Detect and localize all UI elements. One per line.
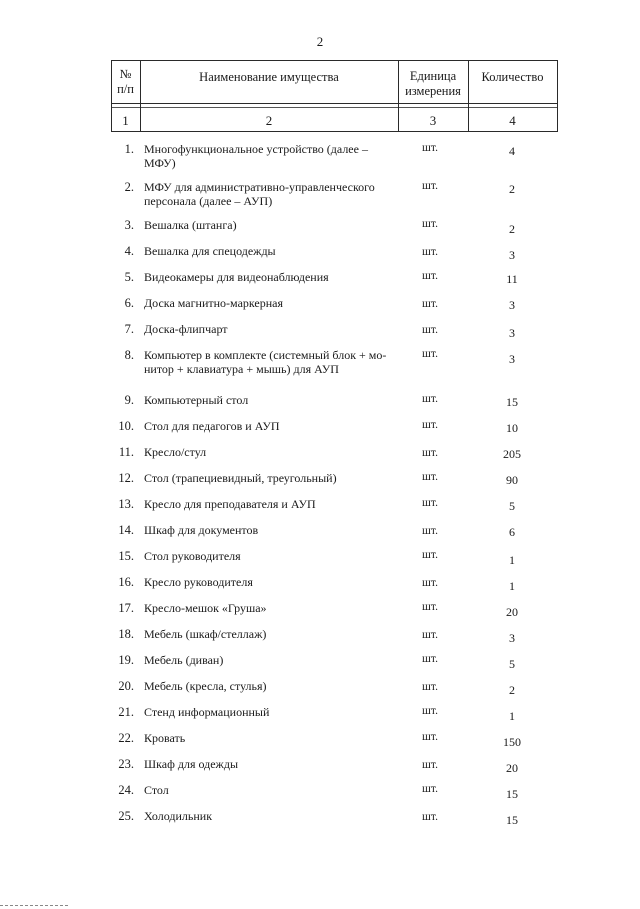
row-name xyxy=(144,296,396,310)
row-name-line: Кресло/стул xyxy=(144,445,207,459)
row-unit: шт. xyxy=(422,759,438,771)
row-name xyxy=(144,322,396,336)
row-name xyxy=(144,731,396,745)
row-name xyxy=(144,445,396,459)
row-name xyxy=(144,549,396,563)
row-name-line: Стол для педагогов и АУП xyxy=(144,419,280,433)
row-quantity: 3 xyxy=(509,631,515,645)
row-number: 20. xyxy=(118,679,134,693)
row-name-line: Стол (трапециевидный, треугольный) xyxy=(144,471,337,485)
row-name-line: Кровать xyxy=(144,731,186,745)
row-name-line: МФУ для административно-управленческого xyxy=(144,180,375,194)
row-name-line: Стол руководителя xyxy=(144,549,241,563)
row-number: 15. xyxy=(118,549,134,563)
row-quantity: 1 xyxy=(509,579,515,593)
row-quantity: 3 xyxy=(509,326,515,340)
row-quantity: 15 xyxy=(506,787,518,801)
row-number: 10. xyxy=(118,419,134,433)
row-number: 21. xyxy=(118,705,134,719)
row-unit: шт. xyxy=(422,681,438,693)
row-name xyxy=(144,757,396,771)
row-quantity: 5 xyxy=(509,499,515,513)
row-unit: шт. xyxy=(422,525,438,537)
row-number: 12. xyxy=(118,471,134,485)
row-name-line: Шкаф для одежды xyxy=(144,757,239,771)
header-col-num xyxy=(111,67,140,97)
header-col-name-text: Наименование имущества xyxy=(199,70,339,84)
row-number: 17. xyxy=(118,601,134,615)
row-name-line: Компьютерный стол xyxy=(144,393,249,407)
row-unit: шт. xyxy=(422,601,438,613)
header-col-unit-line2: измерения xyxy=(405,84,461,98)
header-right-border xyxy=(557,60,558,132)
row-quantity: 3 xyxy=(509,352,515,366)
column-number-2: 2 xyxy=(265,113,273,128)
header-col-qty-text: Количество xyxy=(481,70,544,84)
row-name-line: Видеокамеры для видеонаблюдения xyxy=(144,270,329,284)
row-name xyxy=(144,575,396,589)
row-quantity: 1 xyxy=(509,553,515,567)
row-quantity: 11 xyxy=(506,272,518,286)
row-quantity: 90 xyxy=(506,473,518,487)
row-name xyxy=(144,180,396,208)
row-number: 1. xyxy=(124,142,134,156)
row-name-line: Кресло для преподавателя и АУП xyxy=(144,497,316,511)
row-name xyxy=(144,809,396,823)
row-number: 4. xyxy=(124,244,134,258)
row-unit: шт. xyxy=(422,783,438,795)
row-unit: шт. xyxy=(422,497,438,509)
row-unit: шт. xyxy=(422,811,438,823)
row-number: 24. xyxy=(118,783,134,797)
row-name xyxy=(144,497,396,511)
page-number: 2 xyxy=(316,34,324,49)
row-quantity: 6 xyxy=(509,525,515,539)
row-name xyxy=(144,393,396,407)
header-col-qty xyxy=(468,70,557,85)
row-number: 5. xyxy=(124,270,134,284)
header-mid-border-2 xyxy=(111,107,558,108)
row-number: 16. xyxy=(118,575,134,589)
row-unit: шт. xyxy=(422,419,438,431)
row-name xyxy=(144,270,396,284)
row-name xyxy=(144,783,396,797)
row-number: 11. xyxy=(118,445,134,459)
row-name-line: Компьютер в комплекте (системный блок + мо- xyxy=(144,348,387,362)
row-unit: шт. xyxy=(422,549,438,561)
row-name-line: персонала (далее – АУП) xyxy=(144,194,273,208)
row-unit: шт. xyxy=(422,180,438,192)
row-name xyxy=(144,627,396,641)
row-quantity: 15 xyxy=(506,813,518,827)
row-quantity: 205 xyxy=(503,447,521,461)
header-col-num-line2: п/п xyxy=(117,82,134,96)
row-name-line: нитор + клавиатура + мышь) для АУП xyxy=(144,362,339,376)
row-name xyxy=(144,653,396,667)
row-unit: шт. xyxy=(422,731,438,743)
column-number-1: 1 xyxy=(122,113,129,128)
header-col-unit-line1: Единица xyxy=(409,69,457,83)
row-unit: шт. xyxy=(422,246,438,258)
row-name-line: Стол xyxy=(144,783,169,797)
row-unit: шт. xyxy=(422,393,438,405)
row-number: 3. xyxy=(124,218,134,232)
row-name-line: Холодильник xyxy=(144,809,213,823)
row-number: 14. xyxy=(118,523,134,537)
row-number: 13. xyxy=(118,497,134,511)
scan-artifact-line xyxy=(0,905,70,906)
row-unit: шт. xyxy=(422,348,438,360)
row-name-line: Кресло руководителя xyxy=(144,575,253,589)
row-number: 6. xyxy=(124,296,134,310)
row-name-line: Вешалка для спецодежды xyxy=(144,244,276,258)
header-col-unit xyxy=(398,69,468,99)
row-quantity: 150 xyxy=(503,735,521,749)
row-quantity: 20 xyxy=(506,761,518,775)
row-number: 22. xyxy=(118,731,134,745)
row-name-line: Мебель (кресла, стулья) xyxy=(144,679,267,693)
row-name xyxy=(144,419,396,433)
row-name-line: Мебель (шкаф/стеллаж) xyxy=(144,627,267,641)
row-number: 8. xyxy=(124,348,134,362)
row-quantity: 15 xyxy=(506,395,518,409)
row-unit: шт. xyxy=(422,324,438,336)
row-quantity: 3 xyxy=(509,248,515,262)
row-name xyxy=(144,523,396,537)
row-quantity: 2 xyxy=(509,683,515,697)
row-quantity: 1 xyxy=(509,709,515,723)
row-quantity: 2 xyxy=(509,182,515,196)
row-unit: шт. xyxy=(422,270,438,282)
row-quantity: 20 xyxy=(506,605,518,619)
row-name-line: Шкаф для документов xyxy=(144,523,259,537)
row-name-line: Доска-флипчарт xyxy=(144,322,228,336)
row-name-line: Вешалка (штанга) xyxy=(144,218,237,232)
row-unit: шт. xyxy=(422,629,438,641)
row-name-line: Доска магнитно-маркерная xyxy=(144,296,284,310)
column-number-3: 3 xyxy=(429,113,437,128)
row-name xyxy=(144,601,396,615)
row-name xyxy=(144,679,396,693)
row-quantity: 3 xyxy=(509,298,515,312)
row-quantity: 5 xyxy=(509,657,515,671)
row-name-line: Многофункциональное устройство (далее – xyxy=(144,142,368,156)
row-name xyxy=(144,244,396,258)
column-number-4: 4 xyxy=(509,113,516,128)
row-number: 23. xyxy=(118,757,134,771)
header-col-name xyxy=(140,70,398,85)
header-col-num-line1: № xyxy=(119,67,132,81)
row-name xyxy=(144,348,396,376)
row-number: 7. xyxy=(124,322,134,336)
row-unit: шт. xyxy=(422,471,438,483)
header-bottom-border xyxy=(111,131,558,132)
row-unit: шт. xyxy=(422,653,438,665)
row-unit: шт. xyxy=(422,218,438,230)
row-unit: шт. xyxy=(422,705,438,717)
row-name xyxy=(144,471,396,485)
row-unit: шт. xyxy=(422,577,438,589)
row-unit: шт. xyxy=(422,447,438,459)
row-name-line: Мебель (диван) xyxy=(144,653,224,667)
row-unit: шт. xyxy=(422,298,438,310)
row-name-line: Стенд информационный xyxy=(144,705,270,719)
row-name xyxy=(144,218,396,232)
row-number: 25. xyxy=(118,809,134,823)
row-name xyxy=(144,142,396,170)
row-name xyxy=(144,705,396,719)
row-number: 9. xyxy=(124,393,134,407)
header-top-border xyxy=(111,60,558,61)
row-number: 18. xyxy=(118,627,134,641)
row-name-line: МФУ) xyxy=(144,156,176,170)
header-mid-border xyxy=(111,103,558,104)
row-quantity: 2 xyxy=(509,222,515,236)
row-number: 2. xyxy=(124,180,134,194)
row-quantity: 10 xyxy=(506,421,518,435)
row-name-line: Кресло-мешок «Груша» xyxy=(144,601,267,615)
row-unit: шт. xyxy=(422,142,438,154)
row-number: 19. xyxy=(118,653,134,667)
row-quantity: 4 xyxy=(509,144,515,158)
